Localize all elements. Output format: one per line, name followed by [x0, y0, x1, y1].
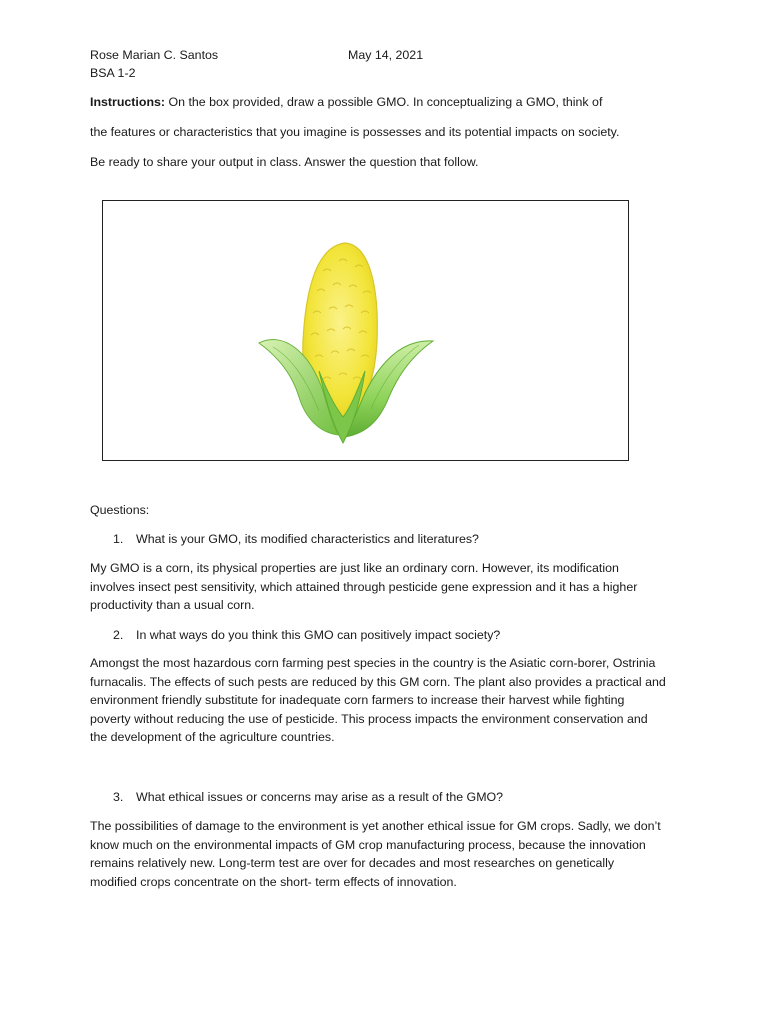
question-2	[113, 626, 500, 644]
answer-2	[90, 654, 690, 747]
question-number: 1.	[113, 532, 124, 546]
student-name: Rose Marian C. Santos	[90, 48, 219, 62]
question-text: In what ways do you think this GMO can positively impact society?	[136, 628, 501, 642]
answer-1	[90, 559, 690, 615]
instructions-label: Instructions:	[90, 95, 166, 109]
answer-line: productivity than a usual corn.	[90, 598, 255, 613]
student-section: BSA 1-2	[90, 66, 136, 80]
instructions-line-3: Be ready to share your output in class. Answer the question that follow.	[90, 155, 479, 169]
questions-heading: Questions:	[90, 503, 150, 517]
answer-line: environment friendly substitute for inadequate corn farmers to increase their harvest while fighting	[90, 693, 625, 708]
answer-line: know much on the environmental impacts of GM crop manufacturing process, because the innovation	[90, 837, 646, 852]
answer-line: furnacalis. The effects of such pests are reduced by this GM corn. The plant also provides a practical and	[90, 674, 666, 689]
drawing-box	[102, 200, 629, 461]
answer-line: the development of the agriculture countries.	[90, 730, 335, 745]
question-3	[113, 788, 503, 806]
answer-line: poverty without reducing the use of pesticide. This process impacts the environment conservation and	[90, 711, 648, 726]
instructions-text-1: On the box provided, draw a possible GMO. In conceptualizing a GMO, think of	[168, 95, 603, 109]
instructions-line-2: the features or characteristics that you imagine is possesses and its potential impacts on society.	[90, 125, 620, 139]
document-date: May 14, 2021	[348, 48, 424, 62]
question-text: What is your GMO, its modified characteristics and literatures?	[136, 532, 479, 546]
answer-line: modified crops concentrate on the short- term effects of innovation.	[90, 874, 457, 889]
answer-line: The possibilities of damage to the environment is yet another ethical issue for GM crops. Sadly, we don’t	[90, 819, 661, 833]
question-1	[113, 530, 479, 548]
answer-3	[90, 817, 690, 891]
answer-line: remains relatively new. Long-term test are over for decades and most researches on genetically	[90, 856, 615, 871]
instructions-line-1	[90, 93, 602, 111]
answer-line: Amongst the most hazardous corn farming pest species in the country is the Asiatic corn-borer, Ostrinia	[90, 656, 656, 670]
answer-line: involves insect pest sensitivity, which attained through pesticide gene expression and it has a higher	[90, 579, 638, 594]
question-text: What ethical issues or concerns may arise as a result of the GMO?	[136, 790, 504, 804]
corn-icon	[253, 221, 443, 451]
question-number: 2.	[113, 628, 124, 642]
question-number: 3.	[113, 790, 124, 804]
answer-line: My GMO is a corn, its physical properties are just like an ordinary corn. However, its modification	[90, 561, 619, 575]
